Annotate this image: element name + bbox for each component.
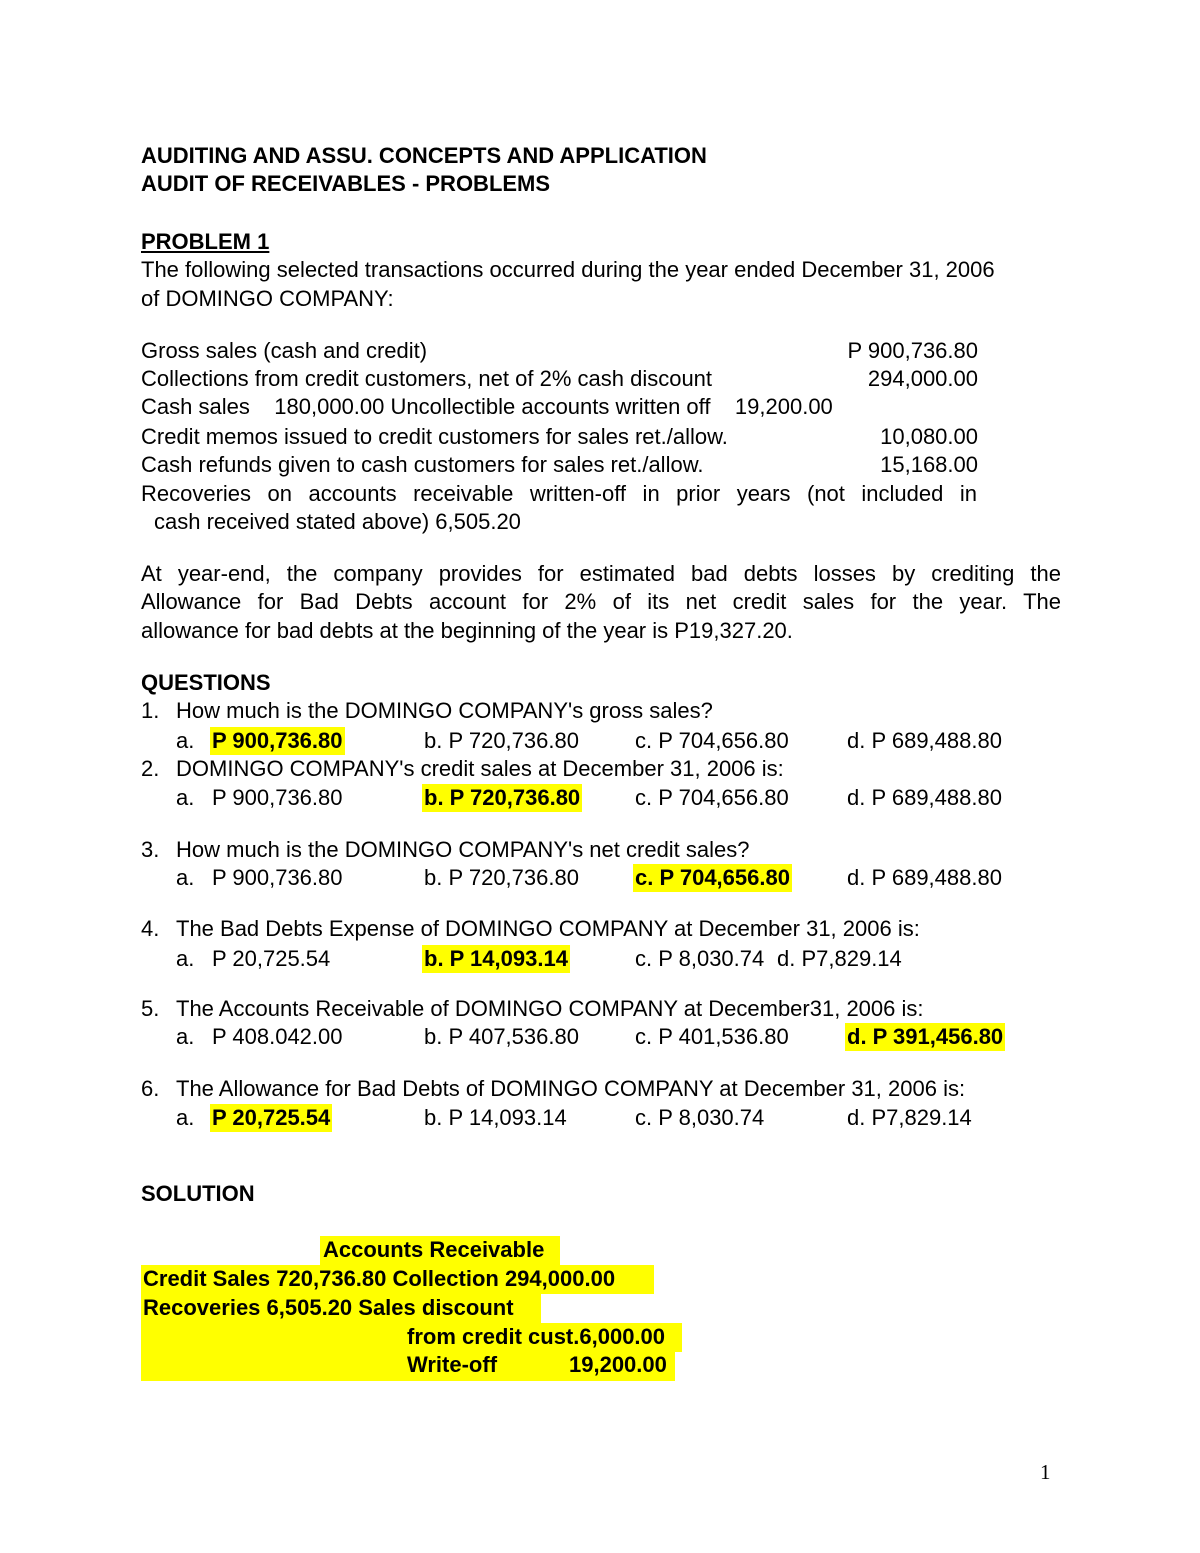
t-account-title: Accounts Receivable bbox=[323, 1237, 545, 1262]
cash-refunds-label: Cash refunds given to cash customers for sales ret./allow. bbox=[141, 452, 704, 477]
solution-heading: SOLUTION bbox=[141, 1181, 255, 1206]
gross-sales-value: P 900,736.80 bbox=[847, 338, 978, 363]
choice-d: d. P 689,488.80 bbox=[847, 728, 1002, 753]
choice-a: P 900,736.80 bbox=[212, 865, 343, 890]
questions-heading: QUESTIONS bbox=[141, 670, 271, 695]
choice-d-answer: d. P 391,456.80 bbox=[847, 1024, 1004, 1049]
choice-a-answer: P 900,736.80 bbox=[212, 728, 343, 753]
question-text: DOMINGO COMPANY's credit sales at December 31, 2006 is: bbox=[176, 756, 784, 781]
problem-intro-cont: of DOMINGO COMPANY: bbox=[141, 286, 394, 311]
choice-a: P 900,736.80 bbox=[212, 785, 343, 810]
choice-d: d. P7,829.14 bbox=[847, 1105, 972, 1130]
problem-heading: PROBLEM 1 bbox=[141, 229, 270, 254]
gross-sales-label: Gross sales (cash and credit) bbox=[141, 338, 428, 363]
choice-d: d. P7,829.14 bbox=[777, 946, 902, 971]
document-title: AUDITING AND ASSU. CONCEPTS AND APPLICATION bbox=[141, 143, 707, 168]
recoveries-line: Recoveries on accounts receivable written-off in prior years (not included in bbox=[141, 481, 977, 506]
choice-b-answer: b. P 14,093.14 bbox=[424, 946, 568, 971]
page-number: 1 bbox=[1040, 1460, 1051, 1484]
credit-memos-label: Credit memos issued to credit customers for sales ret./allow. bbox=[141, 424, 728, 449]
question-text: The Allowance for Bad Debts of DOMINGO COMPANY at December 31, 2006 is: bbox=[176, 1076, 966, 1101]
choice-c-answer: c. P 704,656.80 bbox=[635, 865, 790, 890]
collections-value: 294,000.00 bbox=[867, 366, 978, 391]
choice-b: b. P 14,093.14 bbox=[424, 1105, 567, 1130]
question-number: 5. bbox=[141, 996, 160, 1021]
solution-line: Recoveries 6,505.20 Sales discount bbox=[143, 1295, 514, 1320]
question-text: The Bad Debts Expense of DOMINGO COMPANY at December 31, 2006 is: bbox=[176, 916, 920, 941]
question-text: How much is the DOMINGO COMPANY's gross sales? bbox=[176, 698, 713, 723]
paragraph-line: Allowance for Bad Debts account for 2% of its net credit sales for the year. The bbox=[141, 589, 1061, 614]
question-number: 2. bbox=[141, 756, 160, 781]
cash-sales-line: Cash sales 180,000.00 Uncollectible accounts written off 19,200.00 bbox=[141, 394, 833, 419]
choice-letter: a. bbox=[176, 946, 195, 971]
write-off-value: 19,200.00 bbox=[569, 1352, 667, 1377]
choice-c: c. P 8,030.74 bbox=[635, 946, 765, 971]
collections-label: Collections from credit customers, net of 2% cash discount bbox=[141, 366, 713, 391]
question-number: 3. bbox=[141, 837, 160, 862]
question-number: 1. bbox=[141, 698, 160, 723]
choice-letter: a. bbox=[176, 1024, 195, 1049]
recoveries-line-cont: cash received stated above) 6,505.20 bbox=[154, 509, 521, 534]
choice-c: c. P 704,656.80 bbox=[635, 785, 789, 810]
question-number: 4. bbox=[141, 916, 160, 941]
choice-letter: a. bbox=[176, 1105, 195, 1130]
choice-a-answer: P 20,725.54 bbox=[212, 1105, 331, 1130]
question-text: How much is the DOMINGO COMPANY's net credit sales? bbox=[176, 837, 750, 862]
choice-c: c. P 8,030.74 bbox=[635, 1105, 765, 1130]
choice-b: b. P 407,536.80 bbox=[424, 1024, 579, 1049]
choice-d: d. P 689,488.80 bbox=[847, 865, 1002, 890]
problem-intro: The following selected transactions occurred during the year ended December 31, 2006 bbox=[141, 257, 995, 282]
cash-refunds-value: 15,168.00 bbox=[880, 452, 978, 477]
choice-letter: a. bbox=[176, 728, 195, 753]
question-number: 6. bbox=[141, 1076, 160, 1101]
choice-b-answer: b. P 720,736.80 bbox=[424, 785, 581, 810]
solution-line: Credit Sales 720,736.80 Collection 294,000.00 bbox=[143, 1266, 616, 1291]
credit-memos-value: 10,080.00 bbox=[880, 424, 978, 449]
choice-b: b. P 720,736.80 bbox=[424, 865, 579, 890]
paragraph-line: At year-end, the company provides for estimated bad debts losses by crediting the bbox=[141, 561, 1061, 586]
choice-c: c. P 401,536.80 bbox=[635, 1024, 789, 1049]
choice-c: c. P 704,656.80 bbox=[635, 728, 789, 753]
solution-line: from credit cust.6,000.00 bbox=[407, 1324, 666, 1349]
write-off-label: Write-off bbox=[407, 1352, 498, 1377]
choice-a: P 20,725.54 bbox=[212, 946, 331, 971]
document-subtitle: AUDIT OF RECEIVABLES - PROBLEMS bbox=[141, 171, 551, 196]
paragraph-line: allowance for bad debts at the beginning of the year is P19,327.20. bbox=[141, 618, 793, 643]
choice-d: d. P 689,488.80 bbox=[847, 785, 1002, 810]
question-text: The Accounts Receivable of DOMINGO COMPANY at December31, 2006 is: bbox=[176, 996, 924, 1021]
choice-b: b. P 720,736.80 bbox=[424, 728, 579, 753]
choice-a: P 408.042.00 bbox=[212, 1024, 343, 1049]
choice-letter: a. bbox=[176, 865, 195, 890]
choice-letter: a. bbox=[176, 785, 195, 810]
